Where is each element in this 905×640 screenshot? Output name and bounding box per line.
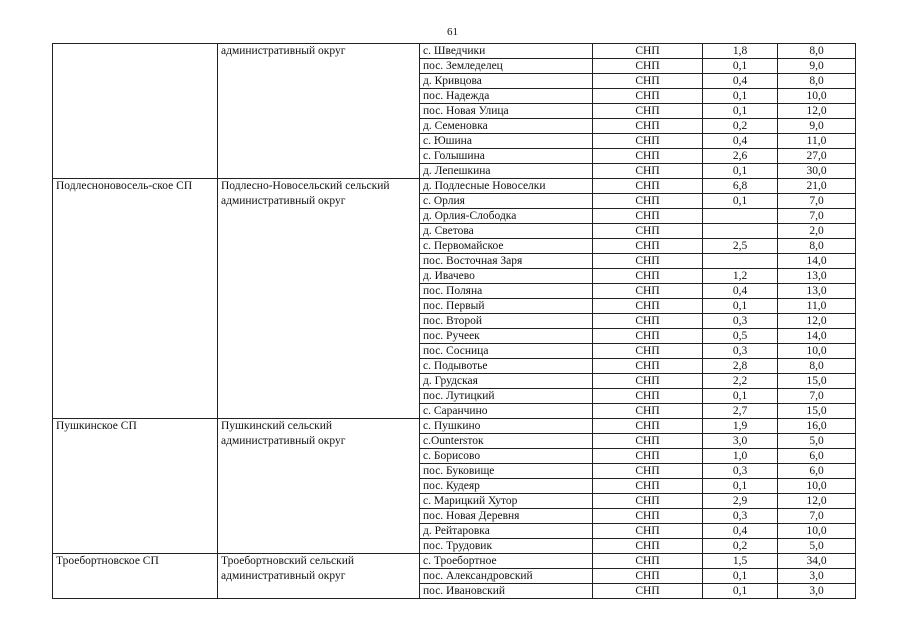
- value-cell: 11,0: [778, 299, 856, 314]
- value-cell: 15,0: [778, 374, 856, 389]
- value-cell: 6,0: [778, 464, 856, 479]
- table-row: [53, 44, 856, 59]
- locality-type-cell: СНП: [593, 209, 703, 224]
- distance-cell: 1,9: [703, 419, 778, 434]
- value-cell: 30,0: [778, 164, 856, 179]
- value-cell: 6,0: [778, 449, 856, 464]
- locality-type-cell: СНП: [593, 464, 703, 479]
- value-cell: 34,0: [778, 554, 856, 569]
- distance-cell: 1,2: [703, 269, 778, 284]
- distance-cell: 0,1: [703, 299, 778, 314]
- locality-type-cell: СНП: [593, 299, 703, 314]
- locality-name-cell: пос. Трудовик: [420, 539, 593, 554]
- value-cell: 3,0: [778, 584, 856, 599]
- value-cell: 2,0: [778, 224, 856, 239]
- locality-name-cell: с. Пушкино: [420, 419, 593, 434]
- locality-name-cell: с. Борисово: [420, 449, 593, 464]
- settlement-municipality-cell: Подлесноновосель-ское СП: [53, 179, 218, 419]
- locality-type-cell: СНП: [593, 149, 703, 164]
- locality-name-cell: пос. Первый: [420, 299, 593, 314]
- value-cell: 10,0: [778, 479, 856, 494]
- locality-type-cell: СНП: [593, 74, 703, 89]
- locality-type-cell: СНП: [593, 434, 703, 449]
- locality-type-cell: СНП: [593, 389, 703, 404]
- value-cell: 12,0: [778, 104, 856, 119]
- distance-cell: [703, 254, 778, 269]
- locality-type-cell: СНП: [593, 239, 703, 254]
- distance-cell: 2,7: [703, 404, 778, 419]
- locality-name-cell: с. Подывотье: [420, 359, 593, 374]
- table-row: [53, 179, 856, 194]
- table-row: [53, 419, 856, 434]
- locality-name-cell: пос. Второй: [420, 314, 593, 329]
- locality-type-cell: СНП: [593, 134, 703, 149]
- locality-name-cell: с. Троебортное: [420, 554, 593, 569]
- value-cell: 11,0: [778, 134, 856, 149]
- locality-type-cell: СНП: [593, 329, 703, 344]
- locality-name-cell: пос. Поляна: [420, 284, 593, 299]
- value-cell: 21,0: [778, 179, 856, 194]
- distance-cell: 2,8: [703, 359, 778, 374]
- distance-cell: 0,5: [703, 329, 778, 344]
- locality-type-cell: СНП: [593, 524, 703, 539]
- value-cell: 8,0: [778, 44, 856, 59]
- value-cell: 12,0: [778, 494, 856, 509]
- settlement-municipality-cell: Пушкинское СП: [53, 419, 218, 554]
- distance-cell: 0,2: [703, 539, 778, 554]
- locality-name-cell: пос. Лутицкий: [420, 389, 593, 404]
- value-cell: 10,0: [778, 524, 856, 539]
- locality-type-cell: СНП: [593, 119, 703, 134]
- page-number: 61: [447, 26, 458, 38]
- locality-name-cell: пос. Буковище: [420, 464, 593, 479]
- locality-type-cell: СНП: [593, 284, 703, 299]
- value-cell: 7,0: [778, 209, 856, 224]
- table-row: [53, 554, 856, 569]
- locality-type-cell: СНП: [593, 164, 703, 179]
- settlements-table: [52, 43, 856, 599]
- locality-type-cell: СНП: [593, 44, 703, 59]
- locality-type-cell: СНП: [593, 539, 703, 554]
- value-cell: 10,0: [778, 344, 856, 359]
- value-cell: 15,0: [778, 404, 856, 419]
- distance-cell: 0,4: [703, 284, 778, 299]
- distance-cell: 0,1: [703, 104, 778, 119]
- locality-type-cell: СНП: [593, 179, 703, 194]
- locality-name-cell: д. Семеновка: [420, 119, 593, 134]
- value-cell: 14,0: [778, 254, 856, 269]
- distance-cell: 0,3: [703, 344, 778, 359]
- locality-type-cell: СНП: [593, 359, 703, 374]
- locality-name-cell: д. Светова: [420, 224, 593, 239]
- settlement-municipality-cell: [53, 44, 218, 179]
- value-cell: 7,0: [778, 194, 856, 209]
- locality-type-cell: СНП: [593, 194, 703, 209]
- settlements-table-body: [53, 44, 856, 599]
- value-cell: 9,0: [778, 59, 856, 74]
- value-cell: 9,0: [778, 119, 856, 134]
- distance-cell: 0,4: [703, 524, 778, 539]
- distance-cell: 0,3: [703, 509, 778, 524]
- locality-type-cell: СНП: [593, 479, 703, 494]
- administrative-district-cell: Троебортновский сельский административный округ: [218, 554, 420, 599]
- locality-name-cell: пос. Сосница: [420, 344, 593, 359]
- locality-name-cell: с. Голышина: [420, 149, 593, 164]
- locality-name-cell: с. Шведчики: [420, 44, 593, 59]
- locality-name-cell: с. Юшина: [420, 134, 593, 149]
- distance-cell: 6,8: [703, 179, 778, 194]
- distance-cell: 0,1: [703, 479, 778, 494]
- distance-cell: 0,3: [703, 314, 778, 329]
- distance-cell: 0,1: [703, 194, 778, 209]
- locality-type-cell: СНП: [593, 254, 703, 269]
- distance-cell: 0,1: [703, 59, 778, 74]
- distance-cell: 2,6: [703, 149, 778, 164]
- locality-name-cell: с. Первомайское: [420, 239, 593, 254]
- value-cell: 3,0: [778, 569, 856, 584]
- locality-name-cell: д. Подлесные Новоселки: [420, 179, 593, 194]
- value-cell: 27,0: [778, 149, 856, 164]
- value-cell: 7,0: [778, 389, 856, 404]
- value-cell: 7,0: [778, 509, 856, 524]
- distance-cell: 0,1: [703, 389, 778, 404]
- administrative-district-cell: административный округ: [218, 44, 420, 179]
- locality-name-cell: д. Лепешкина: [420, 164, 593, 179]
- value-cell: 8,0: [778, 74, 856, 89]
- value-cell: 10,0: [778, 89, 856, 104]
- value-cell: 13,0: [778, 284, 856, 299]
- distance-cell: 0,1: [703, 584, 778, 599]
- locality-name-cell: д. Орлия-Слободка: [420, 209, 593, 224]
- distance-cell: 0,3: [703, 464, 778, 479]
- value-cell: 5,0: [778, 539, 856, 554]
- distance-cell: 2,2: [703, 374, 778, 389]
- locality-name-cell: пос. Новая Улица: [420, 104, 593, 119]
- distance-cell: 1,5: [703, 554, 778, 569]
- value-cell: 5,0: [778, 434, 856, 449]
- locality-type-cell: СНП: [593, 509, 703, 524]
- distance-cell: 0,4: [703, 74, 778, 89]
- settlement-municipality-cell: Троебортновское СП: [53, 554, 218, 599]
- locality-name-cell: пос. Ручеек: [420, 329, 593, 344]
- value-cell: 16,0: [778, 419, 856, 434]
- value-cell: 8,0: [778, 239, 856, 254]
- locality-name-cell: пос. Кудеяр: [420, 479, 593, 494]
- locality-type-cell: СНП: [593, 89, 703, 104]
- distance-cell: [703, 224, 778, 239]
- locality-type-cell: СНП: [593, 404, 703, 419]
- locality-type-cell: СНП: [593, 224, 703, 239]
- locality-type-cell: СНП: [593, 374, 703, 389]
- distance-cell: 0,4: [703, 134, 778, 149]
- locality-name-cell: с. Саранчино: [420, 404, 593, 419]
- value-cell: 14,0: [778, 329, 856, 344]
- locality-name-cell: д. Рейтаровка: [420, 524, 593, 539]
- locality-type-cell: СНП: [593, 494, 703, 509]
- distance-cell: 0,1: [703, 569, 778, 584]
- locality-type-cell: СНП: [593, 59, 703, 74]
- locality-name-cell: пос. Земледелец: [420, 59, 593, 74]
- locality-name-cell: с. Марицкий Хутор: [420, 494, 593, 509]
- locality-name-cell: с. Орлия: [420, 194, 593, 209]
- locality-name-cell: с.Ountersток: [420, 434, 593, 449]
- administrative-district-cell: Подлесно-Новосельский сельский административный округ: [218, 179, 420, 419]
- distance-cell: 0,1: [703, 164, 778, 179]
- locality-name-cell: д. Кривцова: [420, 74, 593, 89]
- locality-name-cell: д. Ивачево: [420, 269, 593, 284]
- locality-type-cell: СНП: [593, 314, 703, 329]
- distance-cell: 0,1: [703, 89, 778, 104]
- locality-type-cell: СНП: [593, 449, 703, 464]
- locality-type-cell: СНП: [593, 419, 703, 434]
- distance-cell: 1,8: [703, 44, 778, 59]
- locality-type-cell: СНП: [593, 554, 703, 569]
- distance-cell: [703, 209, 778, 224]
- distance-cell: 1,0: [703, 449, 778, 464]
- distance-cell: 3,0: [703, 434, 778, 449]
- locality-type-cell: СНП: [593, 269, 703, 284]
- value-cell: 12,0: [778, 314, 856, 329]
- value-cell: 13,0: [778, 269, 856, 284]
- value-cell: 8,0: [778, 359, 856, 374]
- locality-name-cell: пос. Ивановский: [420, 584, 593, 599]
- locality-name-cell: пос. Новая Деревня: [420, 509, 593, 524]
- distance-cell: 2,9: [703, 494, 778, 509]
- locality-type-cell: СНП: [593, 584, 703, 599]
- locality-type-cell: СНП: [593, 344, 703, 359]
- distance-cell: 2,5: [703, 239, 778, 254]
- locality-name-cell: д. Грудская: [420, 374, 593, 389]
- locality-name-cell: пос. Александровский: [420, 569, 593, 584]
- locality-type-cell: СНП: [593, 104, 703, 119]
- locality-type-cell: СНП: [593, 569, 703, 584]
- locality-name-cell: пос. Восточная Заря: [420, 254, 593, 269]
- administrative-district-cell: Пушкинский сельский административный округ: [218, 419, 420, 554]
- locality-name-cell: пос. Надежда: [420, 89, 593, 104]
- distance-cell: 0,2: [703, 119, 778, 134]
